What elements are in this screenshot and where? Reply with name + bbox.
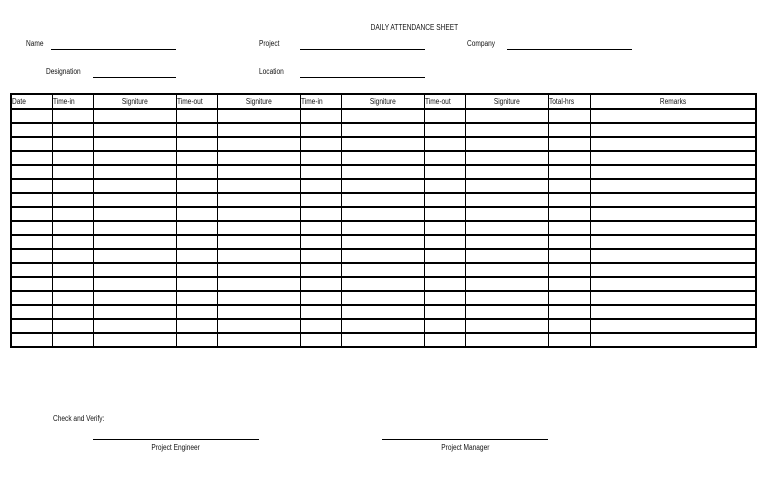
table-cell[interactable] <box>93 165 176 179</box>
table-cell[interactable] <box>52 151 93 165</box>
col-header-time-in-2: Time-in <box>300 94 341 109</box>
table-cell[interactable] <box>465 109 548 123</box>
table-cell[interactable] <box>341 249 424 263</box>
table-cell[interactable] <box>590 235 756 249</box>
table-cell[interactable] <box>300 249 341 263</box>
table-cell[interactable] <box>548 319 590 333</box>
table-cell[interactable] <box>548 333 590 347</box>
table-cell[interactable] <box>424 179 465 193</box>
location-field-line[interactable] <box>300 77 425 78</box>
table-cell[interactable] <box>176 221 217 235</box>
table-cell[interactable] <box>341 179 424 193</box>
table-cell[interactable] <box>424 263 465 277</box>
table-cell[interactable] <box>548 165 590 179</box>
table-cell[interactable] <box>217 221 300 235</box>
table-cell[interactable] <box>465 179 548 193</box>
table-cell[interactable] <box>341 123 424 137</box>
table-cell[interactable] <box>300 333 341 347</box>
table-cell[interactable] <box>548 193 590 207</box>
table-cell[interactable] <box>11 221 52 235</box>
table-cell[interactable] <box>590 305 756 319</box>
table-cell[interactable] <box>300 221 341 235</box>
table-cell[interactable] <box>52 277 93 291</box>
table-cell[interactable] <box>11 151 52 165</box>
project-engineer-label: Project Engineer <box>151 443 201 452</box>
location-label: Location <box>259 67 284 76</box>
table-cell[interactable] <box>176 137 217 151</box>
table-cell[interactable] <box>590 165 756 179</box>
table-cell[interactable] <box>217 123 300 137</box>
table-cell[interactable] <box>424 319 465 333</box>
engineer-signature-line[interactable] <box>93 439 259 440</box>
table-cell[interactable] <box>548 249 590 263</box>
table-cell[interactable] <box>217 109 300 123</box>
table-cell[interactable] <box>176 165 217 179</box>
table-cell[interactable] <box>590 277 756 291</box>
table-cell[interactable] <box>217 137 300 151</box>
table-cell[interactable] <box>465 277 548 291</box>
table-cell[interactable] <box>52 333 93 347</box>
table-cell[interactable] <box>11 207 52 221</box>
table-cell[interactable] <box>52 249 93 263</box>
table-row <box>11 123 756 137</box>
table-cell[interactable] <box>93 277 176 291</box>
table-cell[interactable] <box>176 291 217 305</box>
table-cell[interactable] <box>11 333 52 347</box>
table-cell[interactable] <box>11 109 52 123</box>
col-header-time-in-1: Time-in <box>52 94 93 109</box>
table-cell[interactable] <box>465 291 548 305</box>
table-row <box>11 137 756 151</box>
attendance-table <box>10 93 757 348</box>
table-cell[interactable] <box>300 137 341 151</box>
company-label: Company <box>467 39 496 48</box>
table-cell[interactable] <box>341 277 424 291</box>
table-cell[interactable] <box>465 193 548 207</box>
table-cell[interactable] <box>217 305 300 319</box>
table-cell[interactable] <box>548 109 590 123</box>
table-row <box>11 333 756 347</box>
table-cell[interactable] <box>217 291 300 305</box>
table-cell[interactable] <box>93 333 176 347</box>
table-cell[interactable] <box>300 109 341 123</box>
table-cell[interactable] <box>93 305 176 319</box>
table-cell[interactable] <box>590 263 756 277</box>
table-cell[interactable] <box>176 109 217 123</box>
table-row <box>11 109 756 123</box>
table-cell[interactable] <box>341 137 424 151</box>
table-cell[interactable] <box>52 109 93 123</box>
table-cell[interactable] <box>341 151 424 165</box>
table-cell[interactable] <box>52 165 93 179</box>
table-cell[interactable] <box>465 221 548 235</box>
col-header-signature-4: Signiture <box>465 94 548 109</box>
table-cell[interactable] <box>176 263 217 277</box>
table-cell[interactable] <box>300 319 341 333</box>
table-cell[interactable] <box>52 263 93 277</box>
table-cell[interactable] <box>300 277 341 291</box>
table-cell[interactable] <box>93 221 176 235</box>
table-cell[interactable] <box>93 137 176 151</box>
table-row <box>11 319 756 333</box>
table-cell[interactable] <box>424 151 465 165</box>
table-cell[interactable] <box>424 333 465 347</box>
table-cell[interactable] <box>52 221 93 235</box>
table-cell[interactable] <box>590 221 756 235</box>
col-header-time-out-2: Time-out <box>424 94 465 109</box>
manager-signature-line[interactable] <box>382 439 548 440</box>
table-cell[interactable] <box>465 165 548 179</box>
table-row <box>11 291 756 305</box>
table-cell[interactable] <box>590 291 756 305</box>
table-cell[interactable] <box>590 207 756 221</box>
table-cell[interactable] <box>424 291 465 305</box>
table-cell[interactable] <box>300 165 341 179</box>
table-cell[interactable] <box>341 235 424 249</box>
table-cell[interactable] <box>11 193 52 207</box>
table-cell[interactable] <box>590 151 756 165</box>
designation-field-line[interactable] <box>93 77 176 78</box>
table-cell[interactable] <box>93 291 176 305</box>
table-cell[interactable] <box>341 333 424 347</box>
table-cell[interactable] <box>341 109 424 123</box>
col-header-signature-2: Signiture <box>217 94 300 109</box>
table-cell[interactable] <box>341 291 424 305</box>
table-cell[interactable] <box>465 305 548 319</box>
table-cell[interactable] <box>11 277 52 291</box>
table-cell[interactable] <box>548 277 590 291</box>
table-cell[interactable] <box>93 193 176 207</box>
table-cell[interactable] <box>424 165 465 179</box>
table-cell[interactable] <box>217 249 300 263</box>
table-cell[interactable] <box>52 207 93 221</box>
table-cell[interactable] <box>52 137 93 151</box>
table-cell[interactable] <box>341 221 424 235</box>
table-row <box>11 165 756 179</box>
table-cell[interactable] <box>11 305 52 319</box>
table-row <box>11 179 756 193</box>
table-cell[interactable] <box>341 165 424 179</box>
table-cell[interactable] <box>176 277 217 291</box>
table-cell[interactable] <box>93 319 176 333</box>
table-cell[interactable] <box>52 179 93 193</box>
table-cell[interactable] <box>217 263 300 277</box>
table-cell[interactable] <box>93 207 176 221</box>
table-cell[interactable] <box>300 123 341 137</box>
table-row <box>11 193 756 207</box>
table-cell[interactable] <box>590 109 756 123</box>
table-cell[interactable] <box>176 193 217 207</box>
table-header-row <box>11 94 756 109</box>
table-cell[interactable] <box>11 123 52 137</box>
attendance-table-body <box>11 109 756 347</box>
table-cell[interactable] <box>217 165 300 179</box>
col-header-total-hrs: Total-hrs <box>548 94 590 109</box>
col-header-date: Date <box>11 94 52 109</box>
table-cell[interactable] <box>176 151 217 165</box>
table-cell[interactable] <box>424 277 465 291</box>
table-cell[interactable] <box>300 179 341 193</box>
table-row <box>11 263 756 277</box>
table-cell[interactable] <box>465 319 548 333</box>
table-cell[interactable] <box>11 235 52 249</box>
table-cell[interactable] <box>217 319 300 333</box>
table-row <box>11 277 756 291</box>
table-cell[interactable] <box>217 235 300 249</box>
name-label: Name <box>26 39 44 48</box>
table-cell[interactable] <box>548 151 590 165</box>
table-cell[interactable] <box>93 151 176 165</box>
table-cell[interactable] <box>11 263 52 277</box>
table-cell[interactable] <box>93 263 176 277</box>
sheet-title <box>0 23 768 33</box>
table-cell[interactable] <box>176 235 217 249</box>
table-cell[interactable] <box>176 179 217 193</box>
table-cell[interactable] <box>176 207 217 221</box>
check-verify-label: Check and Verify: <box>53 414 105 423</box>
table-row <box>11 249 756 263</box>
table-cell[interactable] <box>548 207 590 221</box>
table-cell[interactable] <box>176 305 217 319</box>
table-cell[interactable] <box>548 291 590 305</box>
table-cell[interactable] <box>93 109 176 123</box>
table-cell[interactable] <box>424 249 465 263</box>
table-cell[interactable] <box>52 319 93 333</box>
table-cell[interactable] <box>217 277 300 291</box>
table-cell[interactable] <box>93 235 176 249</box>
table-cell[interactable] <box>590 249 756 263</box>
table-cell[interactable] <box>465 333 548 347</box>
table-cell[interactable] <box>424 109 465 123</box>
table-cell[interactable] <box>300 263 341 277</box>
table-row <box>11 207 756 221</box>
table-cell[interactable] <box>52 123 93 137</box>
table-cell[interactable] <box>590 123 756 137</box>
table-cell[interactable] <box>341 319 424 333</box>
table-cell[interactable] <box>548 137 590 151</box>
designation-label: Designation <box>46 67 81 76</box>
table-cell[interactable] <box>465 137 548 151</box>
project-manager-label: Project Manager <box>440 443 490 452</box>
col-header-signature-1: Signiture <box>93 94 176 109</box>
table-cell[interactable] <box>11 179 52 193</box>
table-cell[interactable] <box>11 319 52 333</box>
col-header-remarks: Remarks <box>590 94 756 109</box>
table-cell[interactable] <box>217 151 300 165</box>
table-cell[interactable] <box>424 123 465 137</box>
project-label: Project <box>259 39 280 48</box>
table-cell[interactable] <box>176 123 217 137</box>
table-cell[interactable] <box>11 137 52 151</box>
table-cell[interactable] <box>93 179 176 193</box>
table-cell[interactable] <box>52 291 93 305</box>
table-cell[interactable] <box>548 235 590 249</box>
table-cell[interactable] <box>217 193 300 207</box>
company-field-line[interactable] <box>507 49 632 50</box>
table-cell[interactable] <box>465 151 548 165</box>
table-cell[interactable] <box>52 193 93 207</box>
name-field-line[interactable] <box>51 49 176 50</box>
table-cell[interactable] <box>590 193 756 207</box>
table-cell[interactable] <box>548 179 590 193</box>
table-row <box>11 235 756 249</box>
table-cell[interactable] <box>590 179 756 193</box>
table-cell[interactable] <box>341 263 424 277</box>
table-cell[interactable] <box>217 333 300 347</box>
table-cell[interactable] <box>424 137 465 151</box>
table-row <box>11 305 756 319</box>
project-field-line[interactable] <box>300 49 425 50</box>
table-cell[interactable] <box>548 123 590 137</box>
table-cell[interactable] <box>93 123 176 137</box>
table-cell[interactable] <box>465 123 548 137</box>
table-cell[interactable] <box>548 305 590 319</box>
table-cell[interactable] <box>300 193 341 207</box>
table-row <box>11 151 756 165</box>
table-cell[interactable] <box>176 319 217 333</box>
table-cell[interactable] <box>300 151 341 165</box>
table-cell[interactable] <box>465 263 548 277</box>
table-cell[interactable] <box>341 193 424 207</box>
table-cell[interactable] <box>424 305 465 319</box>
table-cell[interactable] <box>300 291 341 305</box>
table-cell[interactable] <box>11 165 52 179</box>
table-cell[interactable] <box>217 207 300 221</box>
table-cell[interactable] <box>465 235 548 249</box>
table-cell[interactable] <box>424 235 465 249</box>
table-cell[interactable] <box>548 221 590 235</box>
table-cell[interactable] <box>341 305 424 319</box>
table-cell[interactable] <box>176 249 217 263</box>
table-cell[interactable] <box>217 179 300 193</box>
table-cell[interactable] <box>176 333 217 347</box>
table-cell[interactable] <box>424 207 465 221</box>
table-cell[interactable] <box>300 207 341 221</box>
sheet-title-text: DAILY ATTENDANCE SHEET <box>370 23 458 32</box>
table-cell[interactable] <box>341 207 424 221</box>
table-cell[interactable] <box>300 305 341 319</box>
table-cell[interactable] <box>465 249 548 263</box>
table-cell[interactable] <box>424 193 465 207</box>
col-header-time-out-1: Time-out <box>176 94 217 109</box>
table-cell[interactable] <box>52 235 93 249</box>
table-cell[interactable] <box>52 305 93 319</box>
table-cell[interactable] <box>590 333 756 347</box>
table-cell[interactable] <box>11 291 52 305</box>
table-cell[interactable] <box>300 235 341 249</box>
table-cell[interactable] <box>590 137 756 151</box>
table-cell[interactable] <box>424 221 465 235</box>
table-cell[interactable] <box>548 263 590 277</box>
table-cell[interactable] <box>93 249 176 263</box>
table-cell[interactable] <box>465 207 548 221</box>
table-row <box>11 221 756 235</box>
col-header-signature-3: Signiture <box>341 94 424 109</box>
table-cell[interactable] <box>590 319 756 333</box>
table-cell[interactable] <box>11 249 52 263</box>
